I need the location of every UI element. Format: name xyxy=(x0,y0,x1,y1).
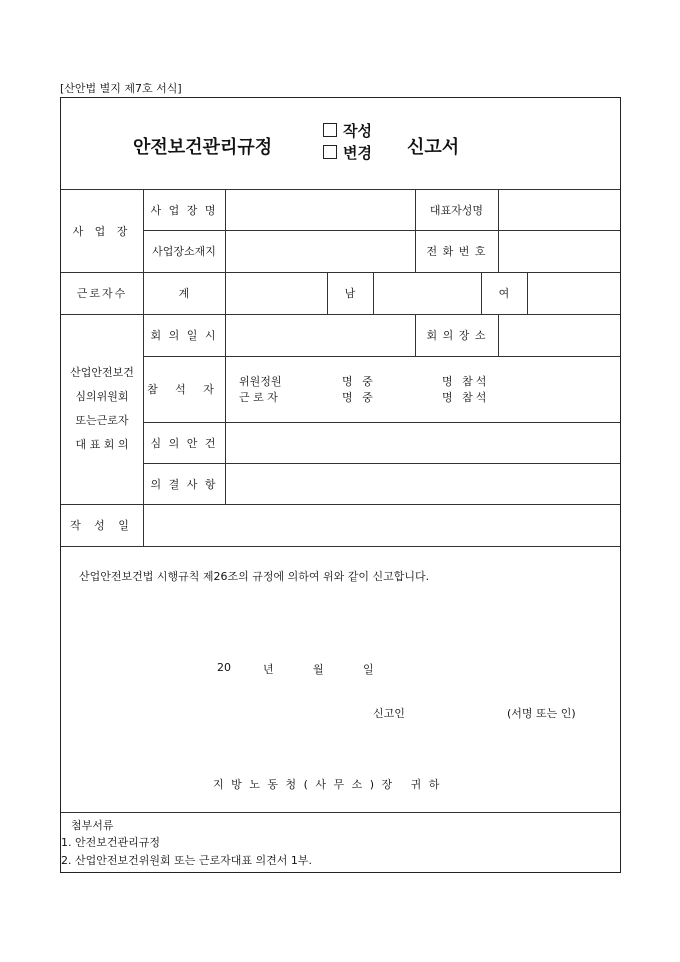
meeting-place-field[interactable] xyxy=(498,314,620,356)
declaration-block xyxy=(61,546,620,812)
report-form xyxy=(60,97,621,873)
form-title xyxy=(61,98,620,189)
option-change[interactable]: 변경 xyxy=(323,142,372,164)
committee-label-line3: 또는근로자 xyxy=(75,414,129,427)
address-field[interactable] xyxy=(225,230,415,272)
attachment-item-2: 2. 산업안전보건위원회 또는 근로자대표 의견서 1부. xyxy=(61,854,312,867)
female-label: 여 xyxy=(498,287,510,300)
worker-count-label: 근로자수 xyxy=(76,287,128,300)
members-attend: 명 참석 xyxy=(442,375,490,388)
written-date-field[interactable] xyxy=(143,504,620,546)
representative-label: 대표자성명 xyxy=(429,203,484,217)
workplace-section-label: 사 업 장 xyxy=(72,224,132,238)
written-date-label: 작 성 일 xyxy=(70,519,134,532)
attachments-block xyxy=(61,812,620,872)
attendees-field[interactable] xyxy=(225,356,620,422)
resolution-label: 의 결 사 항 xyxy=(150,477,218,491)
phone-label: 전 화 번 호 xyxy=(426,245,487,258)
signature-hint: (서명 또는 인) xyxy=(507,707,576,720)
members-total: 명 중 xyxy=(342,375,376,388)
committee-label-line1: 산업안전보건 xyxy=(70,366,134,379)
reporter-label: 신고인 xyxy=(373,707,405,720)
title-main: 안전보건관리규정 xyxy=(133,137,273,158)
option-create[interactable]: 작성 xyxy=(323,120,372,142)
resolution-field[interactable] xyxy=(225,463,620,504)
declaration-statement: 산업안전보건법 시행규칙 제26조의 규정에 의하여 위와 같이 신고합니다. xyxy=(79,570,430,583)
phone-field[interactable] xyxy=(498,230,620,272)
agenda-field[interactable] xyxy=(225,422,620,463)
form-caption: [산안법 별지 제7호 서식] xyxy=(60,82,182,95)
workers-label: 근 로 자 xyxy=(239,391,278,404)
workplace-name-field[interactable] xyxy=(225,189,415,230)
day-unit: 일 xyxy=(363,663,374,676)
year-prefix: 20 xyxy=(217,661,231,674)
workplace-name-label: 사 업 장 명 xyxy=(150,203,218,217)
male-label: 남 xyxy=(344,287,356,300)
addressee: 지 방 노 동 청 ( 사 무 소 ) 장 귀 하 xyxy=(213,778,442,791)
address-label: 사업장소재지 xyxy=(152,245,216,258)
month-unit: 월 xyxy=(313,663,324,676)
agenda-label: 심 의 안 건 xyxy=(150,436,218,450)
committee-label-line2: 심의위원회 xyxy=(75,390,129,403)
worker-total-field[interactable] xyxy=(225,272,327,314)
members-label: 위원정원 xyxy=(239,375,282,388)
committee-label-line4: 대 표 회 의 xyxy=(75,438,129,451)
male-field[interactable] xyxy=(373,272,481,314)
year-unit: 년 xyxy=(263,663,274,676)
worker-total-label: 계 xyxy=(178,287,190,300)
attachments-heading: 첨부서류 xyxy=(71,819,114,832)
meeting-date-label: 회 의 일 시 xyxy=(150,329,218,342)
workers-attend: 명 참석 xyxy=(442,391,490,404)
title-suffix: 신고서 xyxy=(407,137,460,158)
meeting-place-label: 회 의 장 소 xyxy=(426,329,487,342)
female-field[interactable] xyxy=(527,272,620,314)
workers-total: 명 중 xyxy=(342,391,376,404)
attachment-item-1: 1. 안전보건관리규정 xyxy=(61,836,160,849)
representative-field[interactable] xyxy=(498,189,620,230)
meeting-date-field[interactable] xyxy=(225,314,415,356)
checkbox-icon[interactable] xyxy=(323,123,337,137)
checkbox-icon[interactable] xyxy=(323,145,337,159)
attendees-label: 참 석 자 xyxy=(147,383,221,396)
committee-section-label xyxy=(61,314,143,504)
